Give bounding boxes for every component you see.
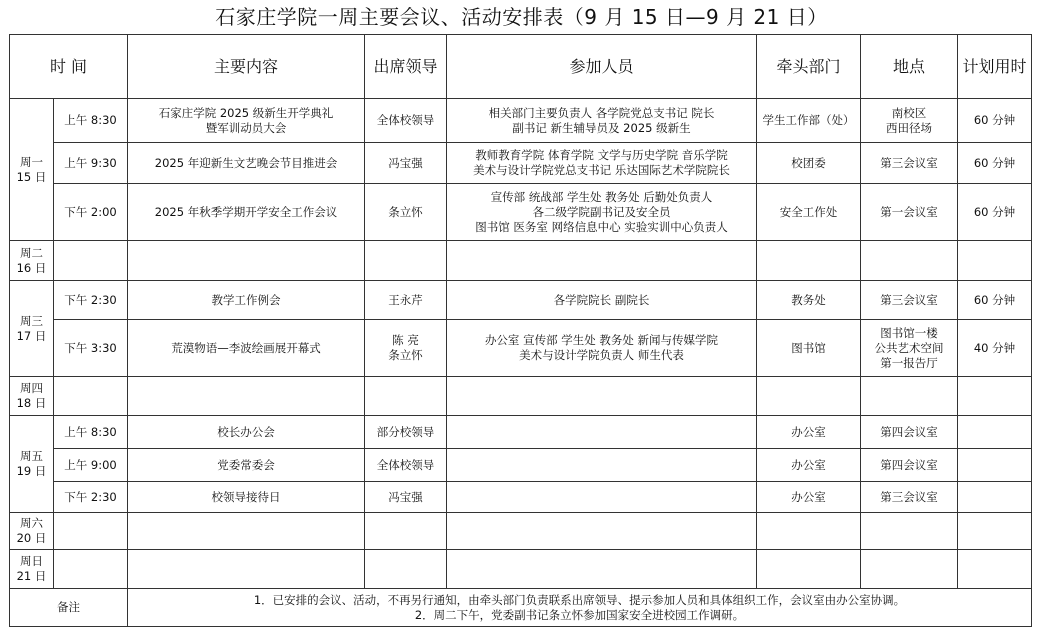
header-dept: 牵头部门 (757, 35, 861, 99)
dept-cell: 图书馆 (757, 320, 861, 377)
time-cell: 上午 9:00 (54, 449, 128, 482)
content-cell: 2025 年秋季学期开学安全工作会议 (128, 184, 365, 241)
dept-cell: 办公室 (757, 416, 861, 449)
table-row (10, 550, 1032, 589)
duration-cell: 60 分钟 (958, 99, 1032, 143)
table-row (10, 449, 1032, 482)
time-cell: 下午 3:30 (54, 320, 128, 377)
participants-cell: 办公室 宣传部 学生处 教务处 新闻与传媒学院 美术与设计学院负责人 师生代表 (447, 320, 757, 377)
content-cell: 校领导接待日 (128, 482, 365, 513)
notes-content (128, 589, 1032, 627)
duration-cell: 60 分钟 (958, 184, 1032, 241)
content-cell: 教学工作例会 (128, 281, 365, 320)
header-time: 时 间 (10, 35, 128, 99)
note-item: 1．已安排的会议、活动，不再另行通知，由牵头部门负责联系出席领导、提示参加人员和具体组织工作，会议室由办公室协调。 (253, 592, 906, 607)
time-cell: 上午 8:30 (54, 99, 128, 143)
dept-cell: 校团委 (757, 143, 861, 184)
day-cell-fri: 周五 19 日 (10, 416, 54, 513)
table-row (10, 377, 1032, 416)
location-cell: 南校区 西田径场 (861, 99, 958, 143)
time-cell: 上午 8:30 (54, 416, 128, 449)
duration-cell: 40 分钟 (958, 320, 1032, 377)
location-cell: 第三会议室 (861, 143, 958, 184)
location-cell: 第四会议室 (861, 449, 958, 482)
leader-cell: 全体校领导 (365, 99, 447, 143)
participants-cell: 相关部门主要负责人 各学院党总支书记 院长 副书记 新生辅导员及 2025 级新生 (447, 99, 757, 143)
page-title: 石家庄学院一周主要会议、活动安排表（9 月 15 日—9 月 21 日） (215, 5, 828, 29)
day-cell-tue: 周二 16 日 (10, 241, 54, 281)
table-row (10, 241, 1032, 281)
leader-cell: 全体校领导 (365, 449, 447, 482)
duration-cell (958, 482, 1032, 513)
table-row (10, 99, 1032, 143)
participants-cell: 各学院院长 副院长 (447, 281, 757, 320)
location-cell: 第一会议室 (861, 184, 958, 241)
dept-cell: 办公室 (757, 449, 861, 482)
time-cell: 上午 9:30 (54, 143, 128, 184)
notes-row (10, 589, 1032, 627)
duration-cell (958, 416, 1032, 449)
location-cell: 图书馆一楼 公共艺术空间 第一报告厅 (861, 320, 958, 377)
duration-cell: 60 分钟 (958, 281, 1032, 320)
table-row (10, 281, 1032, 320)
header-content: 主要内容 (128, 35, 365, 99)
header-participants: 参加人员 (447, 35, 757, 99)
header-leader: 出席领导 (365, 35, 447, 99)
header-location: 地点 (861, 35, 958, 99)
participants-cell: 宣传部 统战部 学生处 教务处 后勤处负责人 各二级学院副书记及安全员 图书馆 医务室 网络信息中心 实验实训中心负责人 (447, 184, 757, 241)
participants-cell (447, 416, 757, 449)
day-cell-mon: 周一 15 日 (10, 99, 54, 241)
leader-cell: 冯宝强 (365, 143, 447, 184)
dept-cell: 办公室 (757, 482, 861, 513)
participants-cell (447, 449, 757, 482)
time-cell: 下午 2:30 (54, 482, 128, 513)
content-cell: 党委常委会 (128, 449, 365, 482)
header-duration: 计划用时 (958, 35, 1032, 99)
location-cell: 第三会议室 (861, 281, 958, 320)
content-cell: 校长办公会 (128, 416, 365, 449)
content-cell: 2025 年迎新生文艺晚会节目推进会 (128, 143, 365, 184)
table-row (10, 143, 1032, 184)
location-cell: 第四会议室 (861, 416, 958, 449)
participants-cell (447, 482, 757, 513)
location-cell: 第三会议室 (861, 482, 958, 513)
leader-cell: 部分校领导 (365, 416, 447, 449)
dept-cell: 教务处 (757, 281, 861, 320)
header-row (10, 35, 1032, 99)
table-row (10, 184, 1032, 241)
table-row (10, 482, 1032, 513)
table-row (10, 513, 1032, 550)
leader-cell: 王永芹 (365, 281, 447, 320)
day-cell-thu: 周四 18 日 (10, 377, 54, 416)
content-cell: 石家庄学院 2025 级新生开学典礼 暨军训动员大会 (128, 99, 365, 143)
duration-cell (958, 449, 1032, 482)
duration-cell: 60 分钟 (958, 143, 1032, 184)
schedule-table (9, 34, 1032, 627)
content-cell: 荒漠物语—李波绘画展开幕式 (128, 320, 365, 377)
notes-label: 备注 (10, 589, 128, 627)
note-item: 2．周二下午，党委副书记条立怀参加国家安全进校园工作调研。 (414, 607, 745, 622)
leader-cell: 条立怀 (365, 184, 447, 241)
dept-cell: 学生工作部（处） (757, 99, 861, 143)
time-cell: 下午 2:30 (54, 281, 128, 320)
participants-cell: 教师教育学院 体育学院 文学与历史学院 音乐学院 美术与设计学院党总支书记 乐达国际艺术学院院长 (447, 143, 757, 184)
leader-cell: 陈 亮 条立怀 (365, 320, 447, 377)
day-cell-sun: 周日 21 日 (10, 550, 54, 589)
day-cell-sat: 周六 20 日 (10, 513, 54, 550)
day-cell-wed: 周三 17 日 (10, 281, 54, 377)
time-cell: 下午 2:00 (54, 184, 128, 241)
table-row (10, 320, 1032, 377)
table-row (10, 416, 1032, 449)
dept-cell: 安全工作处 (757, 184, 861, 241)
leader-cell: 冯宝强 (365, 482, 447, 513)
